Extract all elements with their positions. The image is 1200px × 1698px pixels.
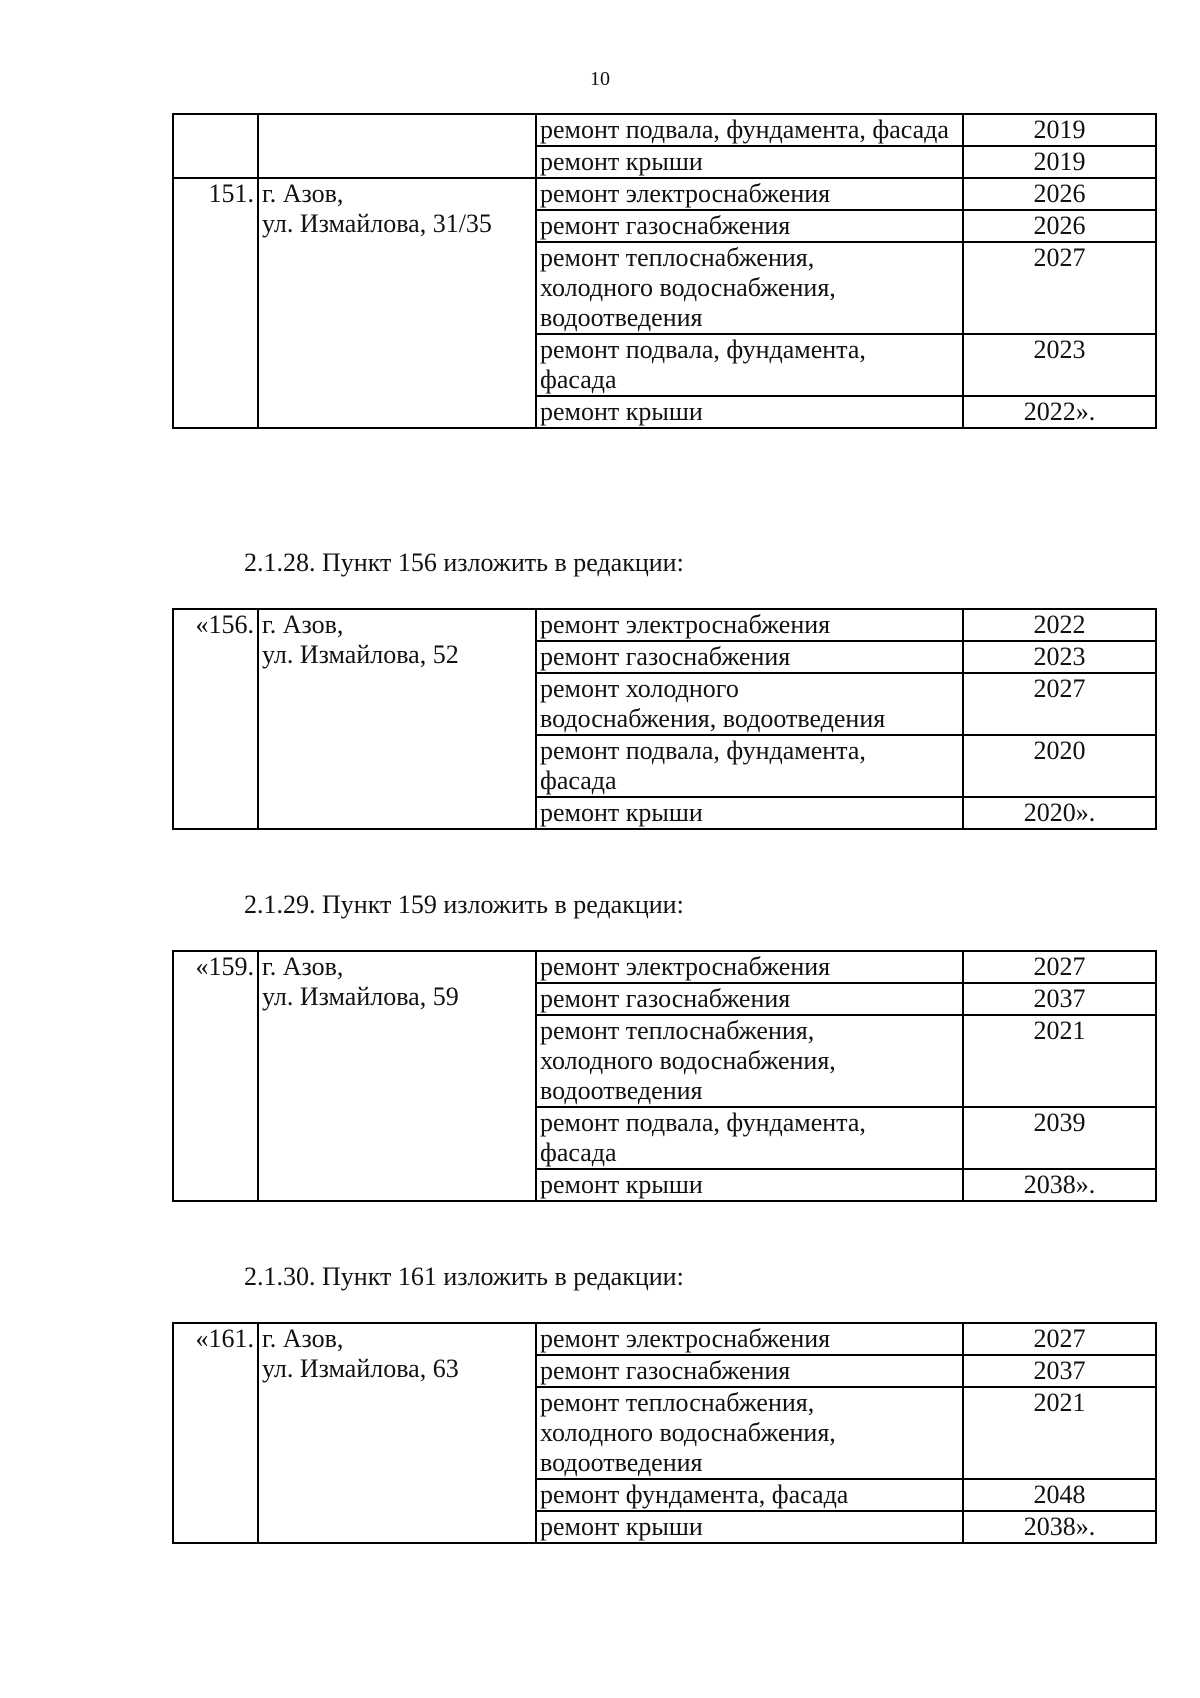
work-type-cell: ремонт теплоснабжения, холодного водоснабжения, водоотведения [536, 1015, 963, 1107]
year-value: 2021 [1033, 1016, 1086, 1045]
year-value: 2022 [1033, 610, 1086, 639]
table-row [173, 178, 1156, 210]
year-value: 2027 [1033, 1324, 1086, 1353]
year-value: 2027 [1033, 674, 1086, 703]
year-cell [963, 609, 1156, 641]
item-number-cell: «156. [173, 609, 258, 829]
year-cell [963, 114, 1156, 146]
year-cell [963, 396, 1156, 428]
work-type-cell: ремонт крыши [536, 396, 963, 428]
work-type-cell: ремонт подвала, фундамента, фасада [536, 735, 963, 797]
address-cell: г. Азов, ул. Измайлова, 52 [258, 609, 536, 829]
item-number-cell: «159. [173, 951, 258, 1201]
year-value: 2027 [1033, 952, 1086, 981]
table-row [173, 951, 1156, 983]
year-cell [963, 146, 1156, 178]
table-row [173, 1323, 1156, 1355]
item-number-cell: «161. [173, 1323, 258, 1543]
work-type-cell: ремонт электроснабжения [536, 609, 963, 641]
table-item-161 [172, 1322, 1157, 1544]
year-cell [963, 210, 1156, 242]
year-cell [963, 1511, 1156, 1543]
year-value: 2039 [1033, 1108, 1086, 1137]
year-cell [963, 178, 1156, 210]
year-cell [963, 673, 1156, 735]
page-number: 10 [590, 68, 610, 90]
year-cell [963, 983, 1156, 1015]
address-cell: г. Азов, ул. Измайлова, 63 [258, 1323, 536, 1543]
year-cell [963, 1355, 1156, 1387]
work-type-cell: ремонт электроснабжения [536, 178, 963, 210]
paragraph-2-1-28: 2.1.28. Пункт 156 изложить в редакции: [244, 548, 684, 577]
year-value: 2026 [1033, 211, 1086, 240]
address-cell: г. Азов, ул. Измайлова, 31/35 [258, 178, 536, 428]
year-value: 2022». [1023, 397, 1096, 426]
work-type-cell: ремонт фундамента, фасада [536, 1479, 963, 1511]
year-cell [963, 1323, 1156, 1355]
work-type-cell: ремонт электроснабжения [536, 1323, 963, 1355]
year-value: 2037 [1033, 1356, 1086, 1385]
year-cell [963, 641, 1156, 673]
work-type-cell: ремонт газоснабжения [536, 641, 963, 673]
work-type-cell: ремонт крыши [536, 146, 963, 178]
work-type-cell: ремонт крыши [536, 1511, 963, 1543]
work-type-cell: ремонт подвала, фундамента, фасада [536, 334, 963, 396]
work-type-cell: ремонт газоснабжения [536, 210, 963, 242]
work-type-cell: ремонт крыши [536, 1169, 963, 1201]
year-value: 2020». [1023, 798, 1096, 827]
paragraph-2-1-29: 2.1.29. Пункт 159 изложить в редакции: [244, 890, 684, 919]
continued-table [172, 113, 1157, 429]
work-type-cell: ремонт газоснабжения [536, 1355, 963, 1387]
table-row [173, 114, 1156, 146]
work-type-cell: ремонт холодного водоснабжения, водоотведения [536, 673, 963, 735]
year-cell [963, 1387, 1156, 1479]
year-cell [963, 1169, 1156, 1201]
item-number-cell: 151. [173, 178, 258, 428]
paragraph-2-1-30: 2.1.30. Пункт 161 изложить в редакции: [244, 1262, 684, 1291]
year-value: 2019 [1033, 115, 1086, 144]
address-cell: г. Азов, ул. Измайлова, 59 [258, 951, 536, 1201]
year-value: 2038». [1023, 1512, 1096, 1541]
table-item-156 [172, 608, 1157, 830]
work-type-cell: ремонт подвала, фундамента, фасада [536, 1107, 963, 1169]
table-row [173, 609, 1156, 641]
work-type-cell: ремонт теплоснабжения, холодного водоснабжения, водоотведения [536, 242, 963, 334]
year-cell [963, 242, 1156, 334]
work-type-cell: ремонт газоснабжения [536, 983, 963, 1015]
year-value: 2020 [1033, 736, 1086, 765]
work-type-cell: ремонт электроснабжения [536, 951, 963, 983]
year-cell [963, 797, 1156, 829]
address-cell [258, 114, 536, 178]
year-cell [963, 1479, 1156, 1511]
year-value: 2048 [1033, 1480, 1086, 1509]
work-type-cell: ремонт теплоснабжения, холодного водоснабжения, водоотведения [536, 1387, 963, 1479]
table-item-159 [172, 950, 1157, 1202]
year-value: 2038». [1023, 1170, 1096, 1199]
year-cell [963, 334, 1156, 396]
year-value: 2037 [1033, 984, 1086, 1013]
year-value: 2021 [1033, 1388, 1086, 1417]
year-value: 2023 [1033, 642, 1086, 671]
year-value: 2027 [1033, 243, 1086, 272]
work-type-cell: ремонт крыши [536, 797, 963, 829]
year-value: 2019 [1033, 147, 1086, 176]
item-number-cell [173, 114, 258, 178]
year-cell [963, 1015, 1156, 1107]
year-value: 2023 [1033, 335, 1086, 364]
year-value: 2026 [1033, 179, 1086, 208]
year-cell [963, 1107, 1156, 1169]
year-cell [963, 951, 1156, 983]
year-cell [963, 735, 1156, 797]
work-type-cell: ремонт подвала, фундамента, фасада [536, 114, 963, 146]
